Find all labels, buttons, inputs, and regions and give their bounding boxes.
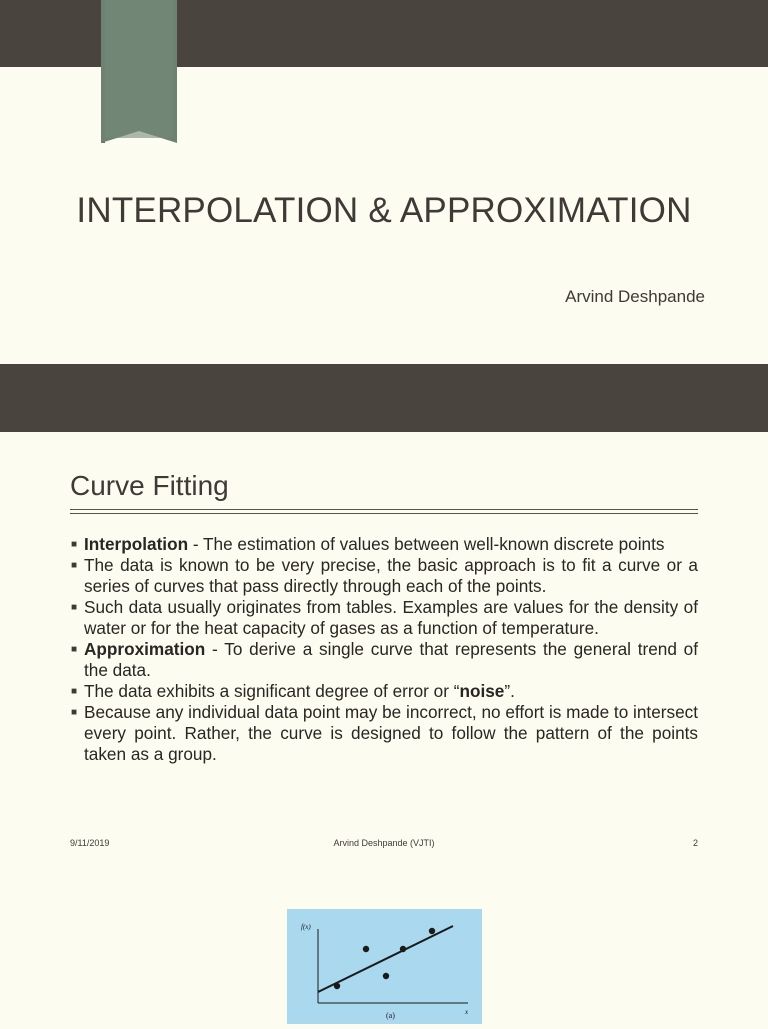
bullet-item	[70, 681, 698, 702]
bullet-bold: noise	[459, 681, 505, 701]
title-slide	[0, 0, 768, 432]
bullet-text: - The estimation of values between well-known discrete points	[188, 534, 665, 554]
bullet-bold: Interpolation	[84, 534, 189, 554]
x-axis-label: x	[465, 1008, 469, 1016]
bullet-marker-icon: ■	[71, 560, 78, 571]
bullet-text: The data is known to be very precise, the basic approach is to fit a curve or a series of curves that pass directly through each of the points.	[84, 555, 698, 596]
bullet-marker-icon: ■	[71, 686, 78, 697]
bottom-band	[0, 364, 768, 432]
bullet-text: Such data usually originates from tables. Examples are values for the density of water or for the heat capacity of gases as a function of temperature.	[84, 597, 698, 638]
bullet-text: - To derive a single curve that represents the general trend of the data.	[84, 639, 698, 680]
bullet-text: ”.	[504, 681, 515, 701]
bullet-text: The data exhibits a significant degree of error or “	[84, 681, 460, 701]
bullet-marker-icon: ■	[71, 644, 78, 655]
bullet-item	[70, 555, 698, 597]
author-name: Arvind Deshpande	[565, 287, 705, 306]
heading-rule	[70, 513, 698, 514]
data-point	[429, 928, 435, 934]
footer-date: 9/11/2019	[70, 838, 110, 848]
slide-heading: Curve Fitting	[70, 470, 229, 501]
data-point	[400, 946, 406, 952]
footer-author: Arvind Deshpande (VJTI)	[333, 838, 435, 848]
bullet-marker-icon: ■	[71, 539, 78, 550]
bullet-list	[70, 534, 698, 765]
bullet-marker-icon: ■	[71, 707, 78, 718]
bullet-item	[70, 639, 698, 681]
fit-line	[318, 926, 453, 992]
bullet-item	[70, 534, 698, 555]
y-axis-label: f(x)	[301, 923, 311, 931]
figure-caption: (a)	[386, 1011, 395, 1020]
bullet-item	[70, 597, 698, 639]
bookmark-ribbon-icon	[101, 0, 177, 143]
scatter-plot	[287, 909, 482, 1024]
bullet-marker-icon: ■	[71, 602, 78, 613]
footer-page-number: 2	[692, 838, 698, 848]
bullet-item	[70, 702, 698, 765]
data-point	[334, 983, 340, 989]
heading-rule	[70, 509, 698, 510]
slide-title: INTERPOLATION & APPROXIMATION	[76, 191, 692, 230]
content-slide	[0, 432, 768, 868]
bullet-text: Because any individual data point may be incorrect, no effort is made to intersect every point. Rather, the curve is designed to follow the pattern of the points taken as a group.	[84, 702, 698, 764]
data-point	[383, 973, 389, 979]
data-point	[363, 946, 369, 952]
bullet-bold: Approximation	[84, 639, 206, 659]
curve-fit-figure	[287, 909, 482, 1024]
